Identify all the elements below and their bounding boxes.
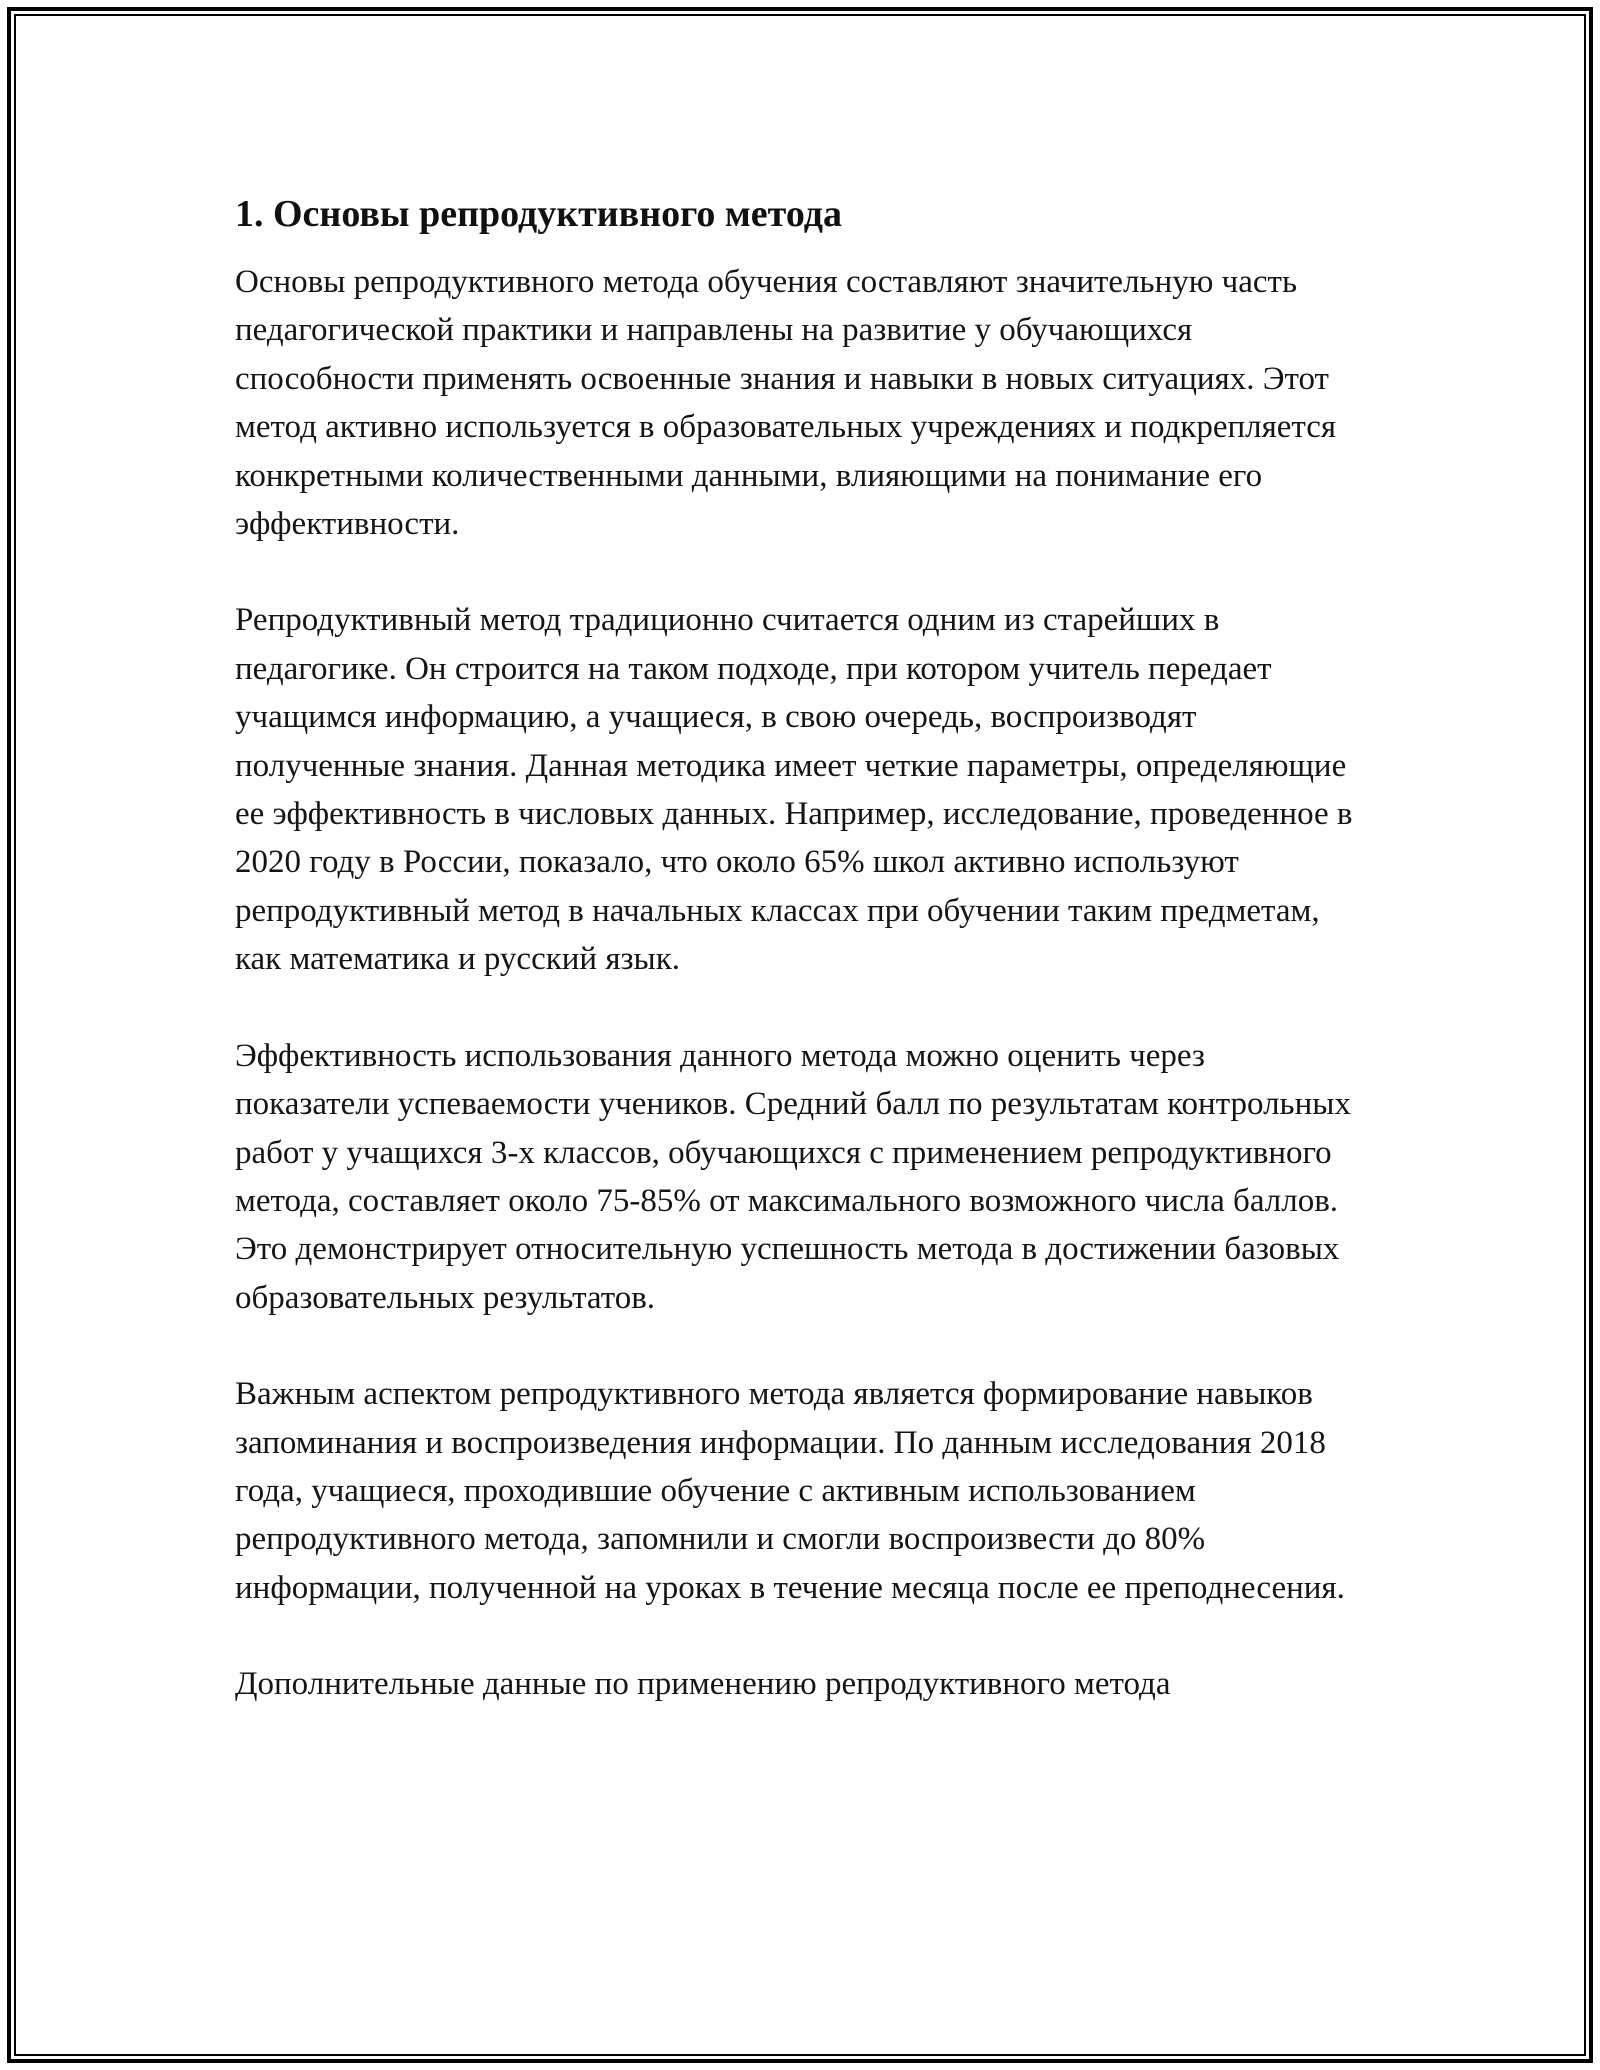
document-body xyxy=(235,188,1365,1757)
paragraph-intro: Основы репродуктивного метода обучения составляют значительную часть педагогической практики и направлены на развитие у обучающихся способности применять освоенные знания и навыки в новых ситуациях. Этот метод активно используется в образовательных учреждениях и подкрепляется конкретными количественными данными, влияющими на понимание его эффективности. xyxy=(235,264,1337,543)
paragraph-additional-data: Дополнительные данные по применению репродуктивного метода xyxy=(235,1666,1171,1703)
section-heading: 1. Основы репродуктивного метода xyxy=(235,193,842,235)
paragraph-traditional-method: Репродуктивный метод традиционно считается одним из старейших в педагогике. Он строится на таком подходе, при котором учитель передает учащимся информацию, а учащиеся, в свою очередь, воспроизводят полученные знания. Данная методика имеет четкие параметры, определяющие ее эффективность в числовых данных. Например, исследование, проведенное в 2020 году в России, показало, что около 65% школ активно используют репродуктивный метод в начальных классах при обучении таким предметам, как математика и русский язык. xyxy=(235,602,1353,978)
paragraph-memorization: Важным аспектом репродуктивного метода является формирование навыков запоминания и воспроизведения информации. По данным исследования 2018 года, учащиеся, проходившие обучение с активным использованием репродуктивного метода, запомнили и смогли воспроизвести до 80% информации, полученной на уроках в течение месяца после ее преподнесения. xyxy=(235,1376,1345,1606)
paragraph-effectiveness: Эффективность использования данного метода можно оценить через показатели успеваемости учеников. Средний балл по результатам контрольных работ у учащихся 3-х классов, обучающихся с применением репродуктивного метода, составляет около 75-85% от максимального возможного числа баллов. Это демонстрирует относительную успешность метода в достижении базовых образовательных результатов. xyxy=(235,1037,1351,1316)
